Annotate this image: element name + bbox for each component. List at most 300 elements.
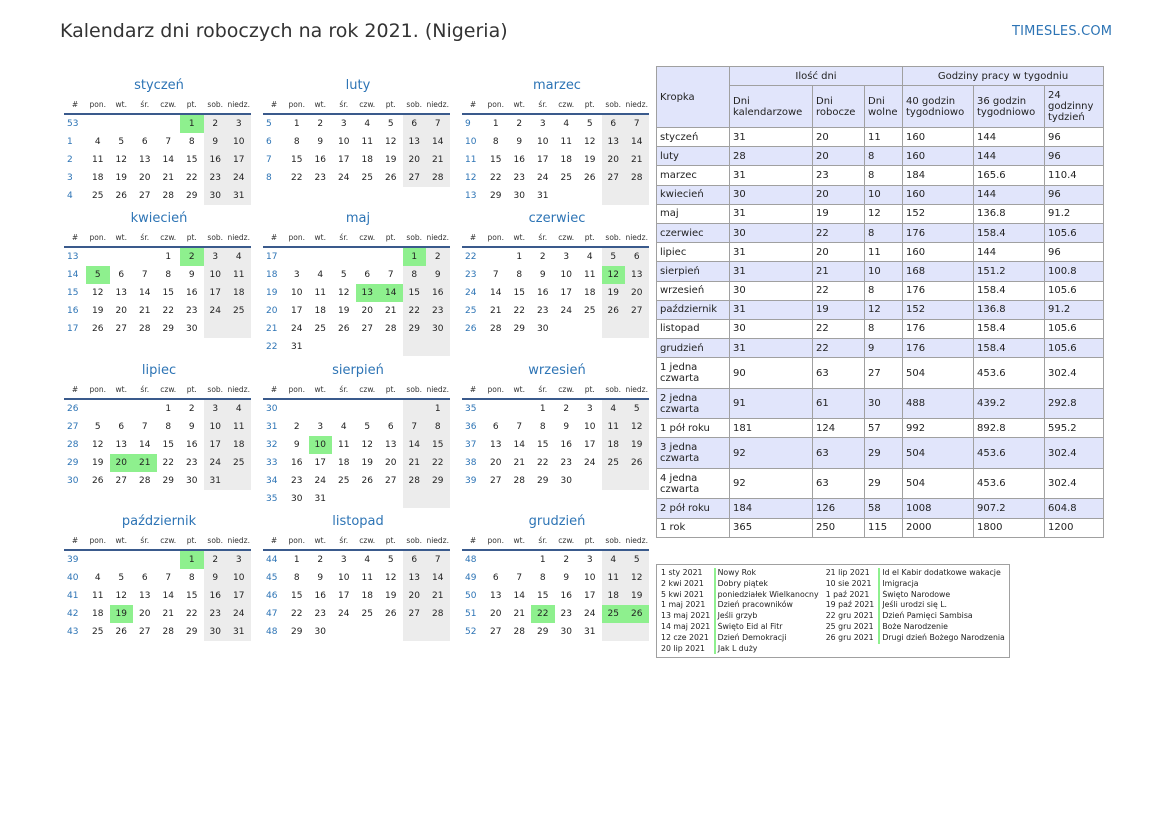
day-cell[interactable]: 24 (584, 609, 596, 619)
day-cell[interactable]: 9 (188, 270, 195, 280)
day-cell[interactable]: 16 (204, 587, 228, 605)
day-cell[interactable]: 19 (625, 436, 649, 454)
day-cell[interactable]: 20 (490, 458, 502, 468)
day-cell[interactable]: 6 (387, 422, 394, 432)
day-cell[interactable]: 28 (162, 627, 174, 637)
day-cell[interactable]: 4 (586, 252, 593, 262)
day-cell[interactable]: 4 (364, 555, 371, 565)
day-cell[interactable]: 28 (139, 324, 151, 334)
day-cell[interactable]: 22 (186, 609, 198, 619)
day-cell[interactable]: 26 (584, 173, 596, 183)
day-cell[interactable]: 13 (403, 133, 427, 151)
day-cell[interactable]: 25 (338, 476, 350, 486)
day-cell[interactable]: 26 (115, 191, 127, 201)
day-cell[interactable]: 29 (291, 627, 303, 637)
day-cell[interactable]: 11 (227, 266, 251, 284)
day-cell[interactable]: 25 (92, 627, 104, 637)
day-cell[interactable]: 13 (115, 288, 127, 298)
day-cell[interactable]: 15 (186, 591, 198, 601)
day-cell[interactable]: 14 (490, 288, 502, 298)
day-cell[interactable]: 3 (227, 551, 251, 569)
day-cell[interactable]: 7 (516, 422, 523, 432)
day-cell[interactable]: 23 (560, 458, 572, 468)
day-cell[interactable]: 1 (539, 555, 546, 565)
day-cell[interactable]: 7 (516, 573, 523, 583)
day-cell[interactable]: 5 (118, 137, 125, 147)
day-cell[interactable]: 4 (227, 400, 251, 418)
day-cell[interactable]: 10 (204, 418, 228, 436)
day-cell[interactable]: 14 (162, 155, 174, 165)
day-cell[interactable]: 26 (361, 476, 373, 486)
day-cell[interactable]: 4 (340, 422, 347, 432)
day-cell[interactable]: 6 (118, 270, 125, 280)
day-cell[interactable]: 29 (513, 324, 525, 334)
day-cell[interactable]: 7 (141, 270, 148, 280)
day-cell[interactable]: 26 (115, 627, 127, 637)
day-cell[interactable]: 30 (560, 476, 572, 486)
day-cell[interactable]: 1 (165, 404, 172, 414)
day-cell[interactable]: 8 (426, 418, 450, 436)
day-cell[interactable]: 21 (162, 609, 174, 619)
day-cell[interactable]: 9 (317, 573, 324, 583)
day-cell[interactable]: 28 (162, 191, 174, 201)
day-cell[interactable]: 6 (625, 248, 649, 266)
day-cell[interactable]: 19 (602, 284, 626, 302)
day-cell[interactable]: 30 (513, 191, 525, 201)
day-cell[interactable]: 9 (293, 440, 300, 450)
day-cell[interactable]: 23 (314, 609, 326, 619)
day-cell[interactable]: 1 (516, 252, 523, 262)
day-cell[interactable]: 11 (584, 270, 596, 280)
day-cell[interactable]: 9 (426, 266, 450, 284)
brand-link[interactable]: TIMESLES.COM (1012, 24, 1113, 39)
day-cell[interactable]: 2 (293, 422, 300, 432)
day-cell[interactable]: 14 (139, 440, 151, 450)
day-cell[interactable]: 5 (86, 266, 110, 284)
day-cell[interactable]: 9 (539, 270, 546, 280)
day-cell[interactable]: 29 (403, 320, 427, 338)
day-cell[interactable]: 13 (403, 569, 427, 587)
day-cell[interactable]: 2 (516, 119, 523, 129)
day-cell[interactable]: 12 (115, 591, 127, 601)
day-cell[interactable]: 20 (110, 454, 134, 472)
day-cell[interactable]: 19 (92, 458, 104, 468)
day-cell[interactable]: 7 (426, 551, 450, 569)
day-cell[interactable]: 18 (227, 436, 251, 454)
day-cell[interactable]: 14 (426, 569, 450, 587)
day-cell[interactable]: 24 (584, 458, 596, 468)
day-cell[interactable]: 11 (338, 440, 350, 450)
day-cell[interactable]: 18 (560, 155, 572, 165)
day-cell[interactable]: 2 (317, 119, 324, 129)
day-cell[interactable]: 27 (115, 324, 127, 334)
day-cell[interactable]: 31 (227, 187, 251, 205)
day-cell[interactable]: 3 (317, 422, 324, 432)
day-cell[interactable]: 9 (516, 137, 523, 147)
day-cell[interactable]: 17 (537, 155, 549, 165)
day-cell[interactable]: 2 (539, 252, 546, 262)
day-cell[interactable]: 23 (537, 306, 549, 316)
day-cell[interactable]: 6 (403, 551, 427, 569)
day-cell[interactable]: 15 (162, 288, 174, 298)
day-cell[interactable]: 15 (186, 155, 198, 165)
day-cell[interactable]: 24 (291, 324, 303, 334)
day-cell[interactable]: 2 (563, 555, 570, 565)
day-cell[interactable]: 6 (364, 270, 371, 280)
day-cell[interactable]: 7 (165, 573, 172, 583)
day-cell[interactable]: 29 (537, 476, 549, 486)
day-cell[interactable]: 19 (115, 173, 127, 183)
day-cell[interactable]: 15 (490, 155, 502, 165)
day-cell[interactable]: 31 (314, 494, 326, 504)
day-cell[interactable]: 12 (385, 137, 397, 147)
day-cell[interactable]: 19 (338, 306, 350, 316)
day-cell[interactable]: 23 (513, 173, 525, 183)
day-cell[interactable]: 4 (602, 551, 626, 569)
day-cell[interactable]: 12 (385, 573, 397, 583)
day-cell[interactable]: 9 (188, 422, 195, 432)
day-cell[interactable]: 24 (338, 609, 350, 619)
day-cell[interactable]: 22 (162, 458, 174, 468)
day-cell[interactable]: 26 (92, 324, 104, 334)
day-cell[interactable]: 31 (227, 623, 251, 641)
day-cell[interactable]: 28 (385, 324, 397, 334)
day-cell[interactable]: 15 (291, 155, 303, 165)
day-cell[interactable]: 7 (165, 137, 172, 147)
day-cell[interactable]: 17 (338, 591, 350, 601)
day-cell[interactable]: 25 (227, 454, 251, 472)
day-cell[interactable]: 19 (625, 587, 649, 605)
day-cell[interactable]: 24 (338, 173, 350, 183)
day-cell[interactable]: 15 (537, 440, 549, 450)
day-cell[interactable]: 24 (204, 302, 228, 320)
day-cell[interactable]: 20 (490, 609, 502, 619)
day-cell[interactable]: 5 (340, 270, 347, 280)
day-cell[interactable]: 12 (115, 155, 127, 165)
day-cell[interactable]: 16 (186, 288, 198, 298)
day-cell[interactable]: 17 (314, 458, 326, 468)
day-cell[interactable]: 31 (584, 627, 596, 637)
day-cell[interactable]: 13 (115, 440, 127, 450)
day-cell[interactable]: 21 (513, 609, 525, 619)
day-cell[interactable]: 14 (139, 288, 151, 298)
day-cell[interactable]: 3 (204, 248, 228, 266)
day-cell[interactable]: 6 (141, 137, 148, 147)
day-cell[interactable]: 27 (625, 302, 649, 320)
day-cell[interactable]: 18 (92, 609, 104, 619)
day-cell[interactable]: 5 (602, 248, 626, 266)
day-cell[interactable]: 24 (560, 306, 572, 316)
day-cell[interactable]: 12 (625, 418, 649, 436)
day-cell[interactable]: 26 (385, 609, 397, 619)
day-cell[interactable]: 8 (539, 573, 546, 583)
day-cell[interactable]: 10 (227, 569, 251, 587)
day-cell[interactable]: 23 (426, 302, 450, 320)
day-cell[interactable]: 21 (403, 454, 427, 472)
day-cell[interactable]: 28 (426, 169, 450, 187)
day-cell[interactable]: 16 (314, 591, 326, 601)
day-cell[interactable]: 21 (426, 587, 450, 605)
day-cell[interactable]: 6 (403, 115, 427, 133)
day-cell[interactable]: 9 (563, 422, 570, 432)
day-cell[interactable]: 8 (539, 422, 546, 432)
day-cell[interactable]: 20 (625, 284, 649, 302)
day-cell[interactable]: 31 (537, 191, 549, 201)
day-cell[interactable]: 7 (426, 115, 450, 133)
day-cell[interactable]: 27 (490, 627, 502, 637)
day-cell[interactable]: 21 (139, 306, 151, 316)
day-cell[interactable]: 18 (602, 436, 626, 454)
day-cell[interactable]: 21 (625, 151, 649, 169)
day-cell[interactable]: 8 (188, 137, 195, 147)
day-cell[interactable]: 27 (403, 605, 427, 623)
day-cell[interactable]: 19 (385, 591, 397, 601)
day-cell[interactable]: 20 (115, 306, 127, 316)
day-cell[interactable]: 23 (560, 609, 572, 619)
day-cell[interactable]: 13 (139, 155, 151, 165)
day-cell[interactable]: 30 (186, 476, 198, 486)
day-cell[interactable]: 3 (539, 119, 546, 129)
day-cell[interactable]: 20 (602, 151, 626, 169)
day-cell[interactable]: 24 (204, 454, 228, 472)
day-cell[interactable]: 15 (291, 591, 303, 601)
day-cell[interactable]: 17 (584, 591, 596, 601)
day-cell[interactable]: 1 (180, 551, 204, 569)
day-cell[interactable]: 9 (204, 569, 228, 587)
day-cell[interactable]: 5 (586, 119, 593, 129)
day-cell[interactable]: 7 (403, 418, 427, 436)
day-cell[interactable]: 1 (180, 115, 204, 133)
day-cell[interactable]: 14 (513, 440, 525, 450)
day-cell[interactable]: 19 (361, 458, 373, 468)
day-cell[interactable]: 18 (361, 591, 373, 601)
day-cell[interactable]: 30 (186, 324, 198, 334)
day-cell[interactable]: 26 (385, 173, 397, 183)
day-cell[interactable]: 6 (492, 573, 499, 583)
day-cell[interactable]: 9 (563, 573, 570, 583)
day-cell[interactable]: 24 (537, 173, 549, 183)
day-cell[interactable]: 5 (118, 573, 125, 583)
day-cell[interactable]: 8 (293, 137, 300, 147)
day-cell[interactable]: 18 (92, 173, 104, 183)
day-cell[interactable]: 29 (537, 627, 549, 637)
day-cell[interactable]: 18 (361, 155, 373, 165)
day-cell[interactable]: 4 (317, 270, 324, 280)
day-cell[interactable]: 5 (625, 400, 649, 418)
day-cell[interactable]: 31 (291, 342, 303, 352)
day-cell[interactable]: 14 (162, 591, 174, 601)
day-cell[interactable]: 3 (227, 115, 251, 133)
day-cell[interactable]: 11 (361, 573, 373, 583)
day-cell[interactable]: 3 (586, 555, 593, 565)
day-cell[interactable]: 29 (186, 627, 198, 637)
day-cell[interactable]: 22 (426, 454, 450, 472)
day-cell[interactable]: 20 (403, 587, 427, 605)
day-cell[interactable]: 14 (513, 591, 525, 601)
day-cell[interactable]: 21 (162, 173, 174, 183)
day-cell[interactable]: 28 (139, 476, 151, 486)
day-cell[interactable]: 27 (490, 476, 502, 486)
day-cell[interactable]: 16 (513, 155, 525, 165)
day-cell[interactable]: 18 (602, 587, 626, 605)
day-cell[interactable]: 10 (560, 270, 572, 280)
day-cell[interactable]: 8 (165, 270, 172, 280)
day-cell[interactable]: 6 (118, 422, 125, 432)
day-cell[interactable]: 19 (92, 306, 104, 316)
day-cell[interactable]: 10 (338, 573, 350, 583)
day-cell[interactable]: 12 (92, 288, 104, 298)
day-cell[interactable]: 24 (314, 476, 326, 486)
day-cell[interactable]: 22 (513, 306, 525, 316)
day-cell[interactable]: 21 (385, 306, 397, 316)
day-cell[interactable]: 8 (516, 270, 523, 280)
day-cell[interactable]: 20 (139, 173, 151, 183)
day-cell[interactable]: 3 (586, 404, 593, 414)
day-cell[interactable]: 25 (602, 454, 626, 472)
day-cell[interactable]: 26 (338, 324, 350, 334)
day-cell[interactable]: 14 (379, 284, 403, 302)
day-cell[interactable]: 11 (227, 418, 251, 436)
day-cell[interactable]: 11 (560, 137, 572, 147)
day-cell[interactable]: 13 (490, 591, 502, 601)
day-cell[interactable]: 17 (227, 587, 251, 605)
day-cell[interactable]: 13 (139, 591, 151, 601)
day-cell[interactable]: 1 (426, 400, 450, 418)
day-cell[interactable]: 10 (584, 422, 596, 432)
day-cell[interactable]: 16 (560, 591, 572, 601)
day-cell[interactable]: 26 (625, 454, 649, 472)
day-cell[interactable]: 27 (115, 476, 127, 486)
day-cell[interactable]: 15 (403, 284, 427, 302)
day-cell[interactable]: 27 (403, 169, 427, 187)
day-cell[interactable]: 29 (426, 472, 450, 490)
day-cell[interactable]: 23 (204, 605, 228, 623)
day-cell[interactable]: 24 (227, 169, 251, 187)
day-cell[interactable]: 27 (602, 169, 626, 187)
day-cell[interactable]: 10 (204, 266, 228, 284)
day-cell[interactable]: 10 (309, 436, 333, 454)
day-cell[interactable]: 27 (361, 324, 373, 334)
day-cell[interactable]: 16 (537, 288, 549, 298)
day-cell[interactable]: 28 (625, 169, 649, 187)
day-cell[interactable]: 15 (162, 440, 174, 450)
day-cell[interactable]: 18 (227, 284, 251, 302)
day-cell[interactable]: 23 (186, 458, 198, 468)
day-cell[interactable]: 6 (602, 115, 626, 133)
day-cell[interactable]: 8 (165, 422, 172, 432)
day-cell[interactable]: 24 (227, 605, 251, 623)
day-cell[interactable]: 2 (426, 248, 450, 266)
day-cell[interactable]: 4 (94, 573, 101, 583)
day-cell[interactable]: 18 (314, 306, 326, 316)
day-cell[interactable]: 30 (314, 627, 326, 637)
day-cell[interactable]: 6 (492, 422, 499, 432)
day-cell[interactable]: 28 (490, 324, 502, 334)
day-cell[interactable]: 20 (403, 151, 427, 169)
day-cell[interactable]: 7 (141, 422, 148, 432)
day-cell[interactable]: 25 (92, 191, 104, 201)
day-cell[interactable]: 17 (291, 306, 303, 316)
day-cell[interactable]: 22 (537, 458, 549, 468)
day-cell[interactable]: 26 (92, 476, 104, 486)
day-cell[interactable]: 11 (361, 137, 373, 147)
day-cell[interactable]: 3 (563, 252, 570, 262)
day-cell[interactable]: 22 (490, 173, 502, 183)
day-cell[interactable]: 11 (92, 591, 104, 601)
day-cell[interactable]: 3 (340, 555, 347, 565)
day-cell[interactable]: 30 (291, 494, 303, 504)
day-cell[interactable]: 12 (92, 440, 104, 450)
day-cell[interactable]: 26 (625, 605, 649, 623)
day-cell[interactable]: 25 (361, 173, 373, 183)
day-cell[interactable]: 12 (361, 440, 373, 450)
day-cell[interactable]: 18 (338, 458, 350, 468)
day-cell[interactable]: 30 (204, 187, 228, 205)
day-cell[interactable]: 15 (513, 288, 525, 298)
day-cell[interactable]: 14 (403, 436, 427, 454)
day-cell[interactable]: 16 (204, 151, 228, 169)
day-cell[interactable]: 17 (204, 284, 228, 302)
day-cell[interactable]: 1 (165, 252, 172, 262)
day-cell[interactable]: 22 (403, 302, 427, 320)
day-cell[interactable]: 26 (602, 302, 626, 320)
day-cell[interactable]: 30 (537, 324, 549, 334)
day-cell[interactable]: 5 (364, 422, 371, 432)
day-cell[interactable]: 5 (94, 422, 101, 432)
day-cell[interactable]: 19 (110, 605, 134, 623)
day-cell[interactable]: 25 (584, 306, 596, 316)
day-cell[interactable]: 1 (293, 555, 300, 565)
day-cell[interactable]: 21 (490, 306, 502, 316)
day-cell[interactable]: 10 (584, 573, 596, 583)
day-cell[interactable]: 9 (204, 133, 228, 151)
day-cell[interactable]: 16 (560, 440, 572, 450)
day-cell[interactable]: 19 (584, 155, 596, 165)
day-cell[interactable]: 28 (513, 476, 525, 486)
day-cell[interactable]: 14 (625, 133, 649, 151)
day-cell[interactable]: 4 (364, 119, 371, 129)
day-cell[interactable]: 1 (293, 119, 300, 129)
day-cell[interactable]: 14 (426, 133, 450, 151)
day-cell[interactable]: 3 (340, 119, 347, 129)
day-cell[interactable]: 17 (560, 288, 572, 298)
day-cell[interactable]: 30 (204, 623, 228, 641)
day-cell[interactable]: 25 (560, 173, 572, 183)
day-cell[interactable]: 23 (204, 169, 228, 187)
day-cell[interactable]: 10 (227, 133, 251, 151)
day-cell[interactable]: 29 (490, 191, 502, 201)
day-cell[interactable]: 22 (291, 609, 303, 619)
day-cell[interactable]: 16 (314, 155, 326, 165)
day-cell[interactable]: 1 (539, 404, 546, 414)
day-cell[interactable]: 4 (227, 248, 251, 266)
day-cell[interactable]: 2 (317, 555, 324, 565)
day-cell[interactable]: 12 (338, 288, 350, 298)
day-cell[interactable]: 29 (162, 324, 174, 334)
day-cell[interactable]: 30 (426, 320, 450, 338)
day-cell[interactable]: 10 (291, 288, 303, 298)
day-cell[interactable]: 7 (387, 270, 394, 280)
day-cell[interactable]: 10 (537, 137, 549, 147)
day-cell[interactable]: 31 (204, 472, 228, 490)
day-cell[interactable]: 11 (314, 288, 326, 298)
day-cell[interactable]: 7 (492, 270, 499, 280)
day-cell[interactable]: 9 (317, 137, 324, 147)
day-cell[interactable]: 16 (186, 440, 198, 450)
day-cell[interactable]: 13 (490, 440, 502, 450)
day-cell[interactable]: 2 (180, 248, 204, 266)
day-cell[interactable]: 20 (361, 306, 373, 316)
